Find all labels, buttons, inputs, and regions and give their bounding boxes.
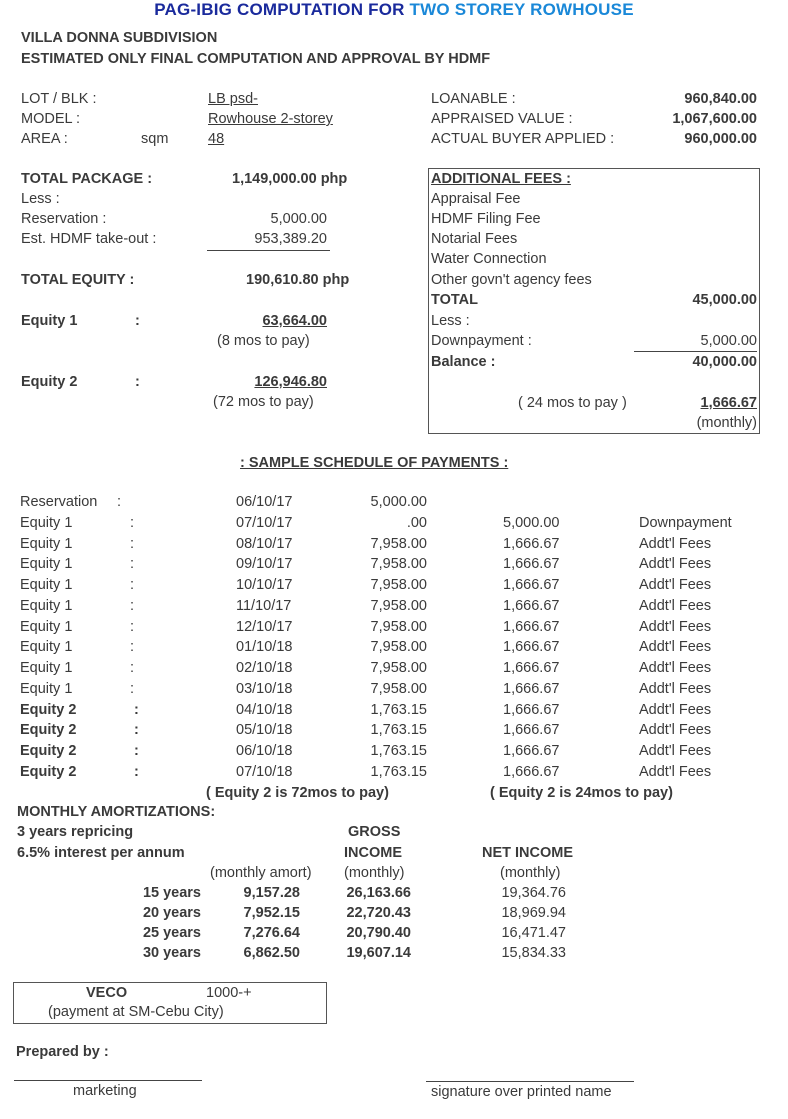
schedule-date: 07/10/18	[236, 764, 293, 780]
schedule-note: Addt'l Fees	[639, 722, 712, 738]
schedule-heading: : SAMPLE SCHEDULE OF PAYMENTS :	[240, 455, 509, 471]
amort-monthly: 9,157.28	[243, 885, 300, 901]
amort-gross: 22,720.43	[346, 905, 411, 921]
subdivision-name: VILLA DONNA SUBDIVISION	[21, 30, 218, 46]
schedule-note: Addt'l Fees	[639, 681, 712, 697]
title-part2: TWO STOREY ROWHOUSE	[409, 0, 634, 19]
schedule-date: 09/10/17	[236, 556, 293, 572]
prepared-by-label: Prepared by :	[16, 1044, 109, 1060]
schedule-note: Addt'l Fees	[639, 660, 712, 676]
schedule-amount: 1,763.15	[370, 702, 427, 718]
actual-applied-value: 960,000.00	[684, 131, 757, 147]
equity2-colon: :	[135, 374, 140, 390]
amort-net: 15,834.33	[501, 945, 566, 961]
schedule-label: Equity 2	[20, 764, 77, 780]
schedule-fee: 1,666.67	[503, 577, 560, 593]
area-unit: sqm	[141, 131, 169, 147]
schedule-note: Addt'l Fees	[639, 619, 712, 635]
repricing-note: 3 years repricing	[17, 824, 134, 840]
model-label: MODEL :	[21, 111, 81, 127]
additional-fees-heading: ADDITIONAL FEES :	[431, 171, 571, 187]
model-value: Rowhouse 2-storey	[208, 111, 333, 127]
schedule-note: Addt'l Fees	[639, 764, 712, 780]
schedule-label: Equity 1	[20, 515, 73, 531]
schedule-fee: 1,666.67	[503, 556, 560, 572]
schedule-colon: :	[130, 556, 135, 572]
takeout-value: 953,389.20	[254, 231, 327, 247]
loanable-label: LOANABLE :	[431, 91, 516, 107]
schedule-label: Equity 1	[20, 639, 73, 655]
schedule-fee: 1,666.67	[503, 722, 560, 738]
schedule-colon: :	[134, 702, 139, 718]
marketing-label: marketing	[73, 1083, 137, 1099]
schedule-label: Reservation	[20, 494, 98, 510]
title-part1: PAG-IBIG COMPUTATION FOR	[154, 0, 405, 19]
schedule-colon: :	[130, 536, 135, 552]
total-package-value: 1,149,000.00 php	[232, 171, 348, 187]
fees-monthly-value: 1,666.67	[700, 395, 757, 411]
amort-gross: 19,607.14	[346, 945, 411, 961]
schedule-colon: :	[134, 764, 139, 780]
schedule-label: Equity 1	[20, 681, 73, 697]
schedule-label: Equity 1	[20, 536, 73, 552]
amort-monthly: 7,276.64	[243, 925, 300, 941]
signature-label: signature over printed name	[431, 1084, 612, 1100]
fees-term: ( 24 mos to pay )	[518, 395, 627, 411]
schedule-date: 01/10/18	[236, 639, 293, 655]
schedule-fee: 1,666.67	[503, 702, 560, 718]
lot-value: LB psd-	[208, 91, 258, 107]
schedule-label: Equity 1	[20, 556, 73, 572]
equity1-colon: :	[135, 313, 140, 329]
schedule-date: 11/10/17	[236, 598, 292, 614]
amortization-heading: MONTHLY AMORTIZATIONS:	[17, 804, 216, 820]
fee-item: HDMF Filing Fee	[431, 211, 541, 227]
amort-header: (monthly amort)	[210, 865, 312, 881]
schedule-amount: 7,958.00	[370, 556, 427, 572]
document-subtitle: ESTIMATED ONLY FINAL COMPUTATION AND APPROVAL BY HDMF	[21, 51, 491, 67]
interest-note: 6.5% interest per annum	[17, 845, 185, 861]
schedule-amount: 7,958.00	[370, 619, 427, 635]
schedule-date: 07/10/17	[236, 515, 293, 531]
amort-term: 25 years	[142, 925, 201, 941]
veco-value: 1000-+	[206, 985, 252, 1001]
total-equity-value: 190,610.80 php	[246, 272, 350, 288]
actual-applied-label: ACTUAL BUYER APPLIED :	[431, 131, 615, 147]
schedule-amount: 5,000.00	[370, 494, 427, 510]
schedule-label: Equity 2	[20, 722, 77, 738]
schedule-label: Equity 1	[20, 660, 73, 676]
schedule-amount: 1,763.15	[370, 722, 427, 738]
amort-net: 16,471.47	[501, 925, 566, 941]
veco-label: VECO	[86, 985, 128, 1001]
schedule-colon: :	[130, 681, 135, 697]
equity2-note-right: ( Equity 2 is 24mos to pay)	[490, 785, 673, 801]
reservation-label: Reservation :	[21, 211, 107, 227]
schedule-date: 10/10/17	[236, 577, 293, 593]
schedule-fee: 1,666.67	[503, 619, 560, 635]
gross-header-line3: (monthly)	[344, 865, 405, 881]
schedule-fee: 1,666.67	[503, 743, 560, 759]
schedule-note: Addt'l Fees	[639, 743, 712, 759]
schedule-label: Equity 1	[20, 577, 73, 593]
equity1-label: Equity 1	[21, 313, 78, 329]
schedule-note: Addt'l Fees	[639, 536, 712, 552]
schedule-amount: 7,958.00	[370, 660, 427, 676]
schedule-date: 05/10/18	[236, 722, 293, 738]
balance-value: 40,000.00	[692, 354, 757, 370]
fee-item: Notarial Fees	[431, 231, 518, 247]
schedule-colon: :	[130, 577, 135, 593]
amort-net: 19,364.76	[501, 885, 566, 901]
schedule-colon: :	[134, 743, 139, 759]
total-equity-label: TOTAL EQUITY :	[21, 272, 135, 288]
downpayment-value: 5,000.00	[700, 333, 757, 349]
amort-net: 18,969.94	[501, 905, 566, 921]
appraised-label: APPRAISED VALUE :	[431, 111, 573, 127]
reservation-value: 5,000.00	[270, 211, 327, 227]
schedule-date: 02/10/18	[236, 660, 293, 676]
net-header-line1: NET INCOME	[482, 845, 574, 861]
schedule-amount: 7,958.00	[370, 577, 427, 593]
schedule-label: Equity 2	[20, 702, 77, 718]
amort-gross: 20,790.40	[346, 925, 411, 941]
schedule-fee: 1,666.67	[503, 681, 560, 697]
schedule-label: Equity 1	[20, 619, 73, 635]
amort-term: 15 years	[142, 885, 201, 901]
schedule-date: 03/10/18	[236, 681, 293, 697]
net-header-line2: (monthly)	[500, 865, 561, 881]
schedule-colon: :	[130, 515, 135, 531]
fee-item: Appraisal Fee	[431, 191, 521, 207]
schedule-fee: 1,666.67	[503, 660, 560, 676]
equity2-note-left: ( Equity 2 is 72mos to pay)	[206, 785, 389, 801]
fee-item: Other govn't agency fees	[431, 272, 592, 288]
gross-header-line2: INCOME	[344, 845, 402, 861]
area-label: AREA :	[21, 131, 68, 147]
equity2-value: 126,946.80	[254, 374, 327, 390]
schedule-amount: .00	[406, 515, 427, 531]
schedule-note: Addt'l Fees	[639, 577, 712, 593]
schedule-date: 06/10/18	[236, 743, 293, 759]
equity2-term: (72 mos to pay)	[213, 394, 314, 410]
schedule-note: Addt'l Fees	[639, 556, 712, 572]
schedule-amount: 7,958.00	[370, 536, 427, 552]
signature-line-left	[14, 1080, 202, 1081]
schedule-colon: :	[130, 660, 135, 676]
total-package-label: TOTAL PACKAGE :	[21, 171, 153, 187]
appraised-value: 1,067,600.00	[672, 111, 757, 127]
schedule-amount: 1,763.15	[370, 764, 427, 780]
schedule-colon: :	[134, 722, 139, 738]
schedule-date: 12/10/17	[236, 619, 293, 635]
schedule-note: Addt'l Fees	[639, 702, 712, 718]
schedule-note: Downpayment	[639, 515, 732, 531]
signature-line-right	[426, 1081, 634, 1082]
fees-less-label: Less :	[431, 313, 470, 329]
equity1-term: (8 mos to pay)	[217, 333, 310, 349]
schedule-fee: 5,000.00	[503, 515, 560, 531]
schedule-colon: :	[130, 639, 135, 655]
gross-header-line1: GROSS	[348, 824, 401, 840]
amort-term: 20 years	[142, 905, 201, 921]
amort-term: 30 years	[142, 945, 201, 961]
lot-label: LOT / BLK :	[21, 91, 97, 107]
equity2-label: Equity 2	[21, 374, 78, 390]
balance-label: Balance :	[431, 354, 496, 370]
schedule-colon: :	[130, 598, 135, 614]
fees-total-value: 45,000.00	[692, 292, 757, 308]
page-title	[0, 1, 788, 18]
amort-monthly: 7,952.15	[243, 905, 300, 921]
divider-line	[207, 250, 330, 251]
fees-total-label: TOTAL	[431, 292, 478, 308]
fee-item: Water Connection	[431, 251, 547, 267]
schedule-note: Addt'l Fees	[639, 639, 712, 655]
downpayment-label: Downpayment :	[431, 333, 532, 349]
takeout-label: Est. HDMF take-out :	[21, 231, 157, 247]
veco-note: (payment at SM-Cebu City)	[48, 1004, 224, 1020]
schedule-fee: 1,666.67	[503, 598, 560, 614]
schedule-colon: :	[117, 494, 122, 510]
schedule-label: Equity 1	[20, 598, 73, 614]
schedule-date: 04/10/18	[236, 702, 293, 718]
schedule-amount: 1,763.15	[370, 743, 427, 759]
loanable-value: 960,840.00	[684, 91, 757, 107]
amort-monthly: 6,862.50	[243, 945, 300, 961]
schedule-note: Addt'l Fees	[639, 598, 712, 614]
schedule-amount: 7,958.00	[370, 681, 427, 697]
schedule-amount: 7,958.00	[370, 598, 427, 614]
divider-line	[634, 351, 757, 352]
schedule-date: 08/10/17	[236, 536, 293, 552]
schedule-colon: :	[130, 619, 135, 635]
amort-gross: 26,163.66	[346, 885, 411, 901]
schedule-label: Equity 2	[20, 743, 77, 759]
schedule-fee: 1,666.67	[503, 536, 560, 552]
schedule-amount: 7,958.00	[370, 639, 427, 655]
fees-monthly-note: (monthly)	[696, 415, 757, 431]
schedule-fee: 1,666.67	[503, 764, 560, 780]
less-label: Less :	[21, 191, 60, 207]
area-value: 48	[208, 131, 225, 147]
schedule-fee: 1,666.67	[503, 639, 560, 655]
equity1-value: 63,664.00	[262, 313, 327, 329]
schedule-date: 06/10/17	[236, 494, 293, 510]
